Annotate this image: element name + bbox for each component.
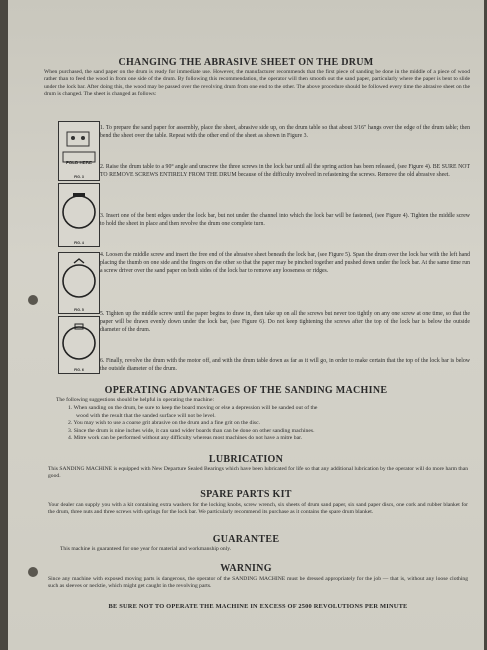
binder-hole [28, 295, 38, 305]
manual-page [8, 0, 484, 650]
list-item: 1. When sanding on the drum, be sure to keep the board moving or else a depression will be sanded out of the [68, 405, 318, 411]
guarantee-text: This machine is guaranteed for one year for material and workmanship only. [60, 546, 232, 552]
drum-lockbar-illustration [59, 184, 99, 238]
rpm-warning: BE SURE NOT TO OPERATE THE MACHINE IN EXCESS OF 2500 REVOLUTIONS PER MINUTE [108, 603, 408, 610]
advantages-title: OPERATING ADVANTAGES OF THE SANDING MACHINE [104, 385, 388, 396]
list-item: wood with the result that the sanded surface will not be level. [76, 412, 216, 419]
advantages-list [68, 405, 468, 443]
step-4: 4. Loosen the middle screw and insert the free end of the abrasive sheet beneath the lock bar, (see Figure 5). Span the drum over the lock bar with the left hand placing the thumb on one side and the fingers on the other so that the paper may be pinched together and pushed down under the lock bar. At the same time run a screw driver over the sand paper on both sides of the lock bar to remove any looseness or ridges. [100, 252, 470, 274]
figure-caption: FIG. 4 [74, 241, 84, 245]
figure-caption: FIG. 5 [74, 308, 84, 312]
drum-intro-text: When purchased, the sand paper on the drum is ready for immediate use. However, the manufacturer recommends that the first piece of sanding be done in the middle of a piece of wood rather than to feed the wood in from one side of the drum. By following this recommendation, the operator will then smooth out the sand paper, particularly where the paper is bent to slide under the lock bar. After doing this, the wood may be passed over the revolving drum from one end to the other. The above procedure should be followed every time the abrasive sheet on the drum is changed. The sheet is changed as follows: [44, 69, 470, 98]
list-item: 3. Since the drum is nine inches wide, it can sand wider boards than can be done on other sanding machines. [68, 427, 315, 434]
figure-4 [58, 183, 100, 247]
fold-here-label: FOLD HERE [65, 160, 92, 165]
warning-title: WARNING [220, 563, 272, 574]
list-item: 2. You may wish to use a coarse grit abrasive on the drum and a fine grit on the disc. [68, 420, 261, 427]
step-6: 6. Finally, revolve the drum with the motor off, and with the drum table down as far as it will go, in order to make certain that the top of the lock bar is below the outside diameter of the drum. [100, 358, 470, 372]
figure-caption: FIG. 3 [74, 175, 84, 179]
drum-section-title: CHANGING THE ABRASIVE SHEET ON THE DRUM [118, 57, 374, 68]
spare-parts-title: SPARE PARTS KIT [200, 489, 292, 500]
list-item: 4. Mitre work can be performed without any difficulty whereas most machines do not have a mitre bar. [68, 435, 303, 442]
step-2: 2. Raise the drum table to a 90° angle and unscrew the three screws in the lock bar until all the spring action has been released, (see Figure 4). BE SURE NOT TO REMOVE SCREWS ENTIRELY FROM THE DRUM because of the difficulty involved in refastening the screws. Remove the old abrasive sheet. [100, 164, 470, 178]
figure-5 [58, 252, 100, 314]
figure-caption: FIG. 6 [74, 368, 84, 372]
guarantee-title: GUARANTEE [212, 534, 280, 545]
lubrication-title: LUBRICATION [208, 454, 284, 465]
spare-parts-text: Your dealer can supply you with a kit containing extra washers for the locking knobs, screw wrench, six sheets of drum sand paper, six sand paper discs, one cork and rubber blanket for the drum, three nuts and three screws with springs for the lock bar. We particularly recommend its purchase as it contains the spare drum blanket. [48, 502, 468, 516]
figure-3 [58, 121, 100, 181]
step-1: 1. To prepare the sand paper for assembly, place the sheet, abrasive side up, on the drum table so that about 3/16" hangs over the edge of the drum table; then bend the sheet over the table. Repeat with the other end of the sheet as shown in Figure 3. [100, 125, 470, 139]
advantages-intro: The following suggestions should be helpful in operating the machine: [56, 397, 214, 403]
drum-tightened-illustration [59, 317, 99, 365]
figure-6 [58, 316, 100, 374]
drum-insert-illustration [59, 253, 99, 305]
step-5: 5. Tighten up the middle screw until the paper begins to draw in, then take up on all the screws but never too tightly on any one screw at one time, so that the paper will be drawn evenly down under the lock bar, (see Figure 6). Do not keep tightening the screws after the top of the lock bar is below the outside diameter of the drum. [100, 311, 470, 333]
step-3: 3. Insert one of the bent edges under the lock bar, but not under the channel into which the lock bar will be fastened, (see Figure 4). Tighten the middle screw to hold the sheet in place and then revolve the drum one complete turn. [100, 213, 470, 227]
lubrication-text: This SANDING MACHINE is equipped with New Departure Sealed Bearings which have been lubricated for life so that any additional lubrication by the operator will do more harm than good. [48, 466, 468, 480]
warning-text: Since any machine with exposed moving parts is dangerous, the operator of the SANDING MACHINE must be dressed appropriately for the job — that is, without any loose clothing such as sleeves or necktie, which might get caught in the revolving parts. [48, 576, 468, 590]
